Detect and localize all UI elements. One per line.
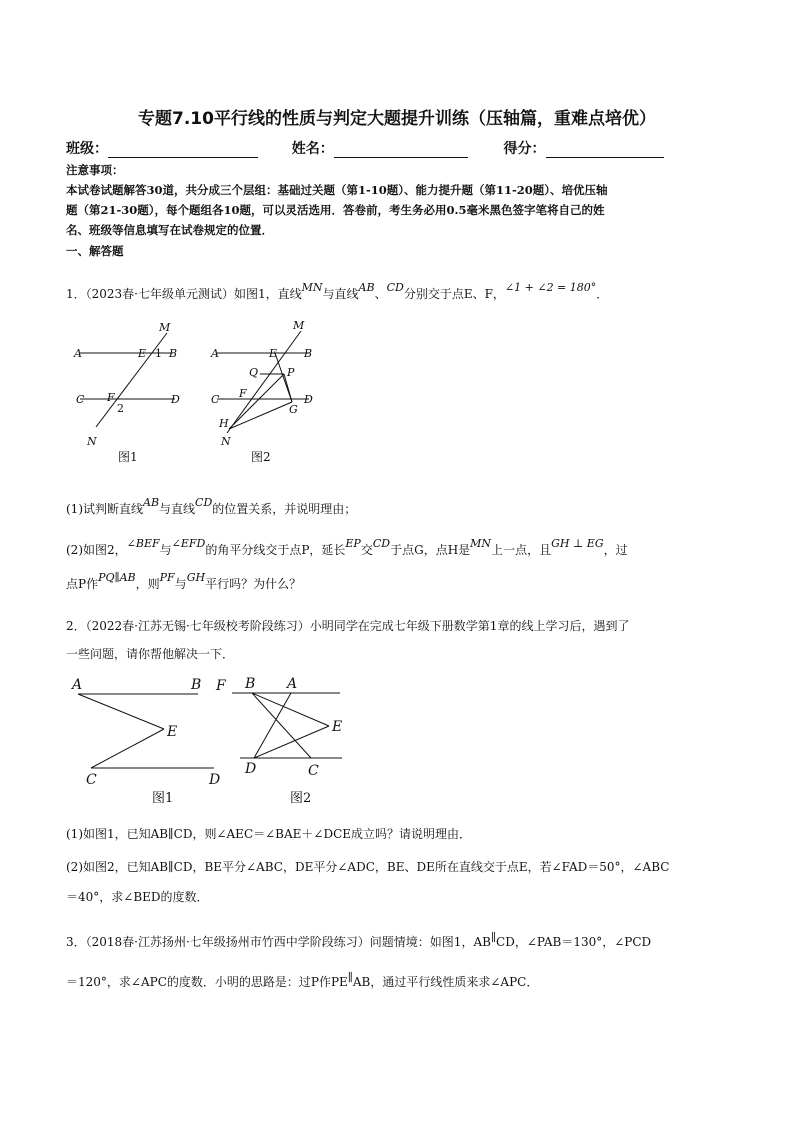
q1-figure-2 xyxy=(207,315,327,465)
notes-heading: 注意事项： xyxy=(66,163,124,177)
label-C: C xyxy=(76,393,85,406)
label-E: E xyxy=(269,347,278,360)
class-blank[interactable] xyxy=(108,143,258,158)
label-2: 2 xyxy=(117,402,124,415)
student-info-row xyxy=(66,138,664,158)
score-label: 得分： xyxy=(503,141,546,157)
question-3-line-2: ＝120°，求∠APC的度数．小明的思路是：过P作PE∥AB，通过平行线性质来求∠APC． xyxy=(66,971,539,989)
label-A: A xyxy=(74,347,82,360)
question-1-part-1: (1)试判断直线AB与直线CD的位置关系，并说明理由； xyxy=(66,496,357,516)
name-label: 姓名： xyxy=(291,141,334,157)
label-F: F xyxy=(239,387,247,400)
question-2-line-1: 2．（2022春·江苏无锡·七年级校考阶段练习）小明同学在完成七年级下册数学第1章的线上学习后，遇到了 xyxy=(66,619,630,633)
q2-figure-2 xyxy=(214,672,354,810)
label-A: A xyxy=(72,677,83,693)
question-2-line-2: 一些问题，请你帮他解决一下． xyxy=(66,647,235,661)
label-E: E xyxy=(138,347,147,360)
q1-figure-1 xyxy=(70,315,190,465)
label-B: B xyxy=(191,677,202,693)
figure-caption: 图1 xyxy=(152,791,174,806)
label-C: C xyxy=(308,763,319,779)
label-Q: Q xyxy=(249,366,259,379)
label-G: G xyxy=(289,403,298,416)
label-P: P xyxy=(287,366,295,379)
figure-caption: 图1 xyxy=(118,450,138,464)
label-N: N xyxy=(87,435,97,448)
question-1-stem: 1．（2023春·七年级单元测试）如图1，直线MN与直线AB、CD分别交于点E、F，∠1 + ∠2 = 180°． xyxy=(66,281,609,301)
question-1-part-2-line-1: (2)如图2，∠BEF与∠EFD的角平分线交于点P，延长EP交CD于点G，点H是MN上一点，且GH ⊥ EG，过 xyxy=(66,537,628,557)
section-heading: 一、解答题 xyxy=(66,244,124,258)
label-C: C xyxy=(211,393,220,406)
label-E: E xyxy=(332,719,343,735)
label-B: B xyxy=(304,347,313,360)
notes-line-3: 名、班级等信息填写在试卷规定的位置． xyxy=(66,223,273,237)
question-3-line-1: 3．（2018春·江苏扬州·七年级扬州市竹西中学阶段练习）问题情境：如图1，AB∥CD，∠PAB＝130°，∠PCD xyxy=(66,931,652,949)
label-D: D xyxy=(304,393,313,406)
q2-figure-1 xyxy=(66,672,236,810)
question-1-part-2-line-2: 点P作PQ∥AB，则PF与GH平行吗？为什么？ xyxy=(66,571,302,591)
label-1: 1 xyxy=(155,347,162,360)
label-B: B xyxy=(169,347,178,360)
label-F: F xyxy=(107,391,115,404)
question-2-part-2-line-2: ＝40°，求∠BED的度数． xyxy=(66,890,209,904)
label-D: D xyxy=(171,393,180,406)
label-H: H xyxy=(219,417,229,430)
figure-caption: 图2 xyxy=(251,450,271,464)
label-C: C xyxy=(86,772,97,788)
class-label: 班级： xyxy=(66,141,108,157)
label-N: N xyxy=(221,435,231,448)
label-M: M xyxy=(293,319,305,332)
figure-caption: 图2 xyxy=(290,791,312,806)
label-F: F xyxy=(216,678,226,694)
label-M: M xyxy=(159,321,171,334)
question-2-part-1: (1)如图1，已知AB∥CD，则∠AEC＝∠BAE＋∠DCE成立吗？请说明理由． xyxy=(66,827,472,841)
name-blank[interactable] xyxy=(334,143,468,158)
page-title: 专题7.10平行线的性质与判定大题提升训练（压轴篇，重难点培优） xyxy=(138,109,656,129)
score-blank[interactable] xyxy=(546,143,664,158)
notes-line-1: 本试卷试题解答30道，共分成三个层组：基础过关题（第1-10题）、能力提升题（第11-20题）、培优压轴 xyxy=(66,183,608,197)
notes-line-2: 题（第21-30题），每个题组各10题，可以灵活选用．答卷前，考生务必用0.5毫米黑色签字笔将自己的姓 xyxy=(66,203,605,217)
label-A: A xyxy=(211,347,219,360)
label-D: D xyxy=(245,761,257,777)
label-A: A xyxy=(287,676,298,692)
label-E: E xyxy=(167,724,178,740)
label-B: B xyxy=(245,676,256,692)
label-D: D xyxy=(209,772,221,788)
question-2-part-2-line-1: (2)如图2，已知AB∥CD，BE平分∠ABC，DE平分∠ADC，BE、DE所在直线交于点E，若∠FAD＝50°，∠ABC xyxy=(66,860,670,874)
